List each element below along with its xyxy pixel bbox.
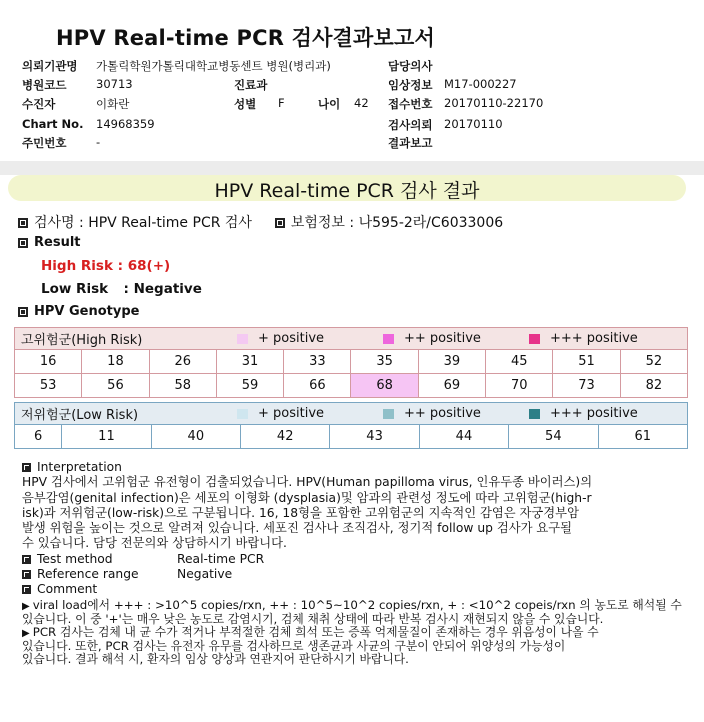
genotype-cell: 61 xyxy=(598,425,687,449)
high-risk-row xyxy=(15,350,688,374)
reference-range-line xyxy=(22,567,686,582)
test-method-value: Real-time PCR xyxy=(177,551,265,566)
doctor-label: 담당의사 xyxy=(388,59,433,73)
legend-swatch-icon xyxy=(383,334,394,344)
checkbox-icon xyxy=(22,585,31,594)
high-risk-header xyxy=(15,328,688,350)
comment-line: 있습니다. 또한, PCR 검사는 유전자 유무를 검사하므로 생존균과 사균의 구분이 안되어 위양성의 가능성이 xyxy=(22,639,566,654)
interpretation-block xyxy=(22,460,686,666)
low-risk-result xyxy=(41,281,202,297)
age-label: 나이 xyxy=(318,97,341,111)
legend-swatch-icon xyxy=(383,409,394,419)
checkbox-icon xyxy=(18,307,28,317)
section-separator xyxy=(0,161,704,175)
legend-label: +++ positive xyxy=(550,406,638,421)
low-risk-label: Low Risk xyxy=(41,281,109,297)
insurance-info: 보험정보 : 나595-2라/C6033006 xyxy=(290,215,504,231)
interpretation-header xyxy=(22,460,686,475)
legend-plus-plus-plus xyxy=(529,406,638,421)
checkbox-icon xyxy=(22,555,31,564)
resident-label: 주민번호 xyxy=(22,136,67,150)
interpretation-line: 수 있습니다. 담당 전문의와 상담하시기 바랍니다. xyxy=(22,536,287,551)
requesting-org-label: 의뢰기관명 xyxy=(22,59,78,73)
test-method-label: Test method xyxy=(37,551,113,566)
legend-plus-plus xyxy=(383,331,481,346)
checkbox-icon xyxy=(22,463,31,472)
reference-range-label: Reference range xyxy=(37,567,139,582)
genotype-cell: 66 xyxy=(284,374,351,398)
age-value: 42 xyxy=(354,96,369,110)
legend-plus-plus xyxy=(383,406,481,421)
patient-value: 이화란 xyxy=(96,97,130,111)
interpretation-line: 음부감염(genital infection)은 세포의 이형화 (dysplasia)및 암과의 관련성 정도에 따라 고위험군(high-r xyxy=(22,490,592,505)
checkbox-icon xyxy=(22,570,31,579)
high-risk-row xyxy=(15,374,688,398)
test-name-line xyxy=(18,212,503,232)
genotype-cell: 73 xyxy=(553,374,620,398)
legend-swatch-icon xyxy=(529,409,540,419)
clinical-info-label: 임상정보 xyxy=(388,78,433,92)
triangle-bullet-icon: ▶ xyxy=(22,627,30,639)
genotype-header xyxy=(18,304,139,319)
legend-plus xyxy=(237,406,324,421)
interpretation-header-text: Interpretation xyxy=(37,460,122,474)
legend-plus xyxy=(237,331,324,346)
interpretation-line: HPV 검사에서 고위험군 유전형이 검출되었습니다. HPV(Human papilloma virus, 인유두종 바이러스)의 xyxy=(22,475,593,490)
report-title: HPV Real-time PCR 검사결과보고서 xyxy=(56,26,435,50)
result-header-text: Result xyxy=(34,235,81,250)
comment-line xyxy=(22,599,686,614)
test-name: 검사명 : HPV Real-time PCR 검사 xyxy=(34,215,252,231)
triangle-bullet-icon: ▶ xyxy=(22,600,30,612)
chart-value: 14968359 xyxy=(96,117,155,131)
genotype-cell: 18 xyxy=(82,350,149,374)
request-date-label: 검사의뢰 xyxy=(388,118,433,132)
requesting-org-value: 가톨릭학원가톨릭대학교병동센트 병원(병리과) xyxy=(96,59,331,73)
clinical-info-value: M17-000227 xyxy=(444,77,517,91)
comment-line xyxy=(22,626,686,641)
genotype-cell: 52 xyxy=(620,350,687,374)
genotype-cell: 44 xyxy=(419,425,508,449)
result-report-label: 결과보고 xyxy=(388,136,433,150)
genotype-cell: 53 xyxy=(15,374,82,398)
genotype-cell: 70 xyxy=(486,374,553,398)
patient-label: 수진자 xyxy=(22,97,56,111)
genotype-cell: 35 xyxy=(351,350,418,374)
checkbox-icon xyxy=(18,218,28,228)
comment-header xyxy=(22,582,686,597)
legend-swatch-icon xyxy=(529,334,540,344)
low-risk-row xyxy=(15,425,688,449)
genotype-cell: 31 xyxy=(216,350,283,374)
hospital-code-value: 30713 xyxy=(96,77,133,91)
sex-label: 성별 xyxy=(234,97,257,111)
test-method-line xyxy=(22,552,686,567)
legend-swatch-icon xyxy=(237,409,248,419)
legend-label: ++ positive xyxy=(404,406,481,421)
genotype-cell: 40 xyxy=(151,425,240,449)
chart-label: Chart No. xyxy=(22,117,84,131)
genotype-cell: 33 xyxy=(284,350,351,374)
checkbox-icon xyxy=(18,238,28,248)
dept-label: 진료과 xyxy=(234,78,268,92)
legend-label: + positive xyxy=(258,406,325,421)
genotype-cell: 26 xyxy=(149,350,216,374)
low-risk-table xyxy=(14,402,688,449)
genotype-cell: 51 xyxy=(553,350,620,374)
genotype-cell: 56 xyxy=(82,374,149,398)
genotype-cell: 45 xyxy=(486,350,553,374)
comment-header-text: Comment xyxy=(37,582,98,597)
comment-line: 있습니다. 결과 해석 시, 환자의 임상 양상과 연관지어 판단하시기 바랍니다. xyxy=(22,652,409,667)
legend-plus-plus-plus xyxy=(529,331,638,346)
sex-value: F xyxy=(278,96,285,110)
high-risk-result: High Risk : 68(+) xyxy=(41,258,171,274)
result-banner-title: HPV Real-time PCR 검사 결과 xyxy=(214,180,480,202)
comment-line: 있습니다. 이 중 '+'는 매우 낮은 농도로 감염시기, 검체 채취 상태에 따라 반복 검사시 재현되지 않을 수 있습니다. xyxy=(22,612,604,627)
comment-text: PCR 검사는 검체 내 균 수가 적거나 부적절한 검체 희석 또는 증폭 억제물질이 존재하는 경우 위음성이 나올 수 xyxy=(32,624,599,639)
legend-label: + positive xyxy=(258,331,325,346)
genotype-cell: 43 xyxy=(330,425,419,449)
hospital-code-label: 병원코드 xyxy=(22,78,67,92)
legend-swatch-icon xyxy=(237,334,248,344)
genotype-header-text: HPV Genotype xyxy=(34,304,140,319)
result-header xyxy=(18,235,81,250)
low-risk-label: 저위험군(Low Risk) xyxy=(21,408,139,423)
result-banner xyxy=(8,175,686,201)
low-risk-value: : Negative xyxy=(123,281,202,297)
receipt-value: 20170110-22170 xyxy=(444,96,544,110)
genotype-cell: 68 xyxy=(351,374,418,398)
resident-value: - xyxy=(96,135,101,149)
genotype-cell: 69 xyxy=(418,374,485,398)
low-risk-header xyxy=(15,403,688,425)
genotype-cell: 82 xyxy=(620,374,687,398)
request-date-value: 20170110 xyxy=(444,117,503,131)
interpretation-line: 발생 위험을 높이는 것으로 알려져 있습니다. 세포진 검사나 조직검사, 정기적 follow up 검사가 요구될 xyxy=(22,521,573,536)
genotype-cell: 42 xyxy=(241,425,330,449)
genotype-cell: 58 xyxy=(149,374,216,398)
genotype-cell: 16 xyxy=(15,350,82,374)
interpretation-line: isk)과 저위험군(low-risk)으로 구분됩니다. 16, 18형을 포함한 고위험군의 지속적인 감염은 자궁경부암 xyxy=(22,505,579,520)
comment-text: viral load에서 +++ : >10^5 copies/rxn, ++ : 10^5~10^2 copies/rxn, + : <10^2 copeis/rxn 의 농도로 해석될 수 xyxy=(32,597,682,612)
checkbox-icon xyxy=(275,218,285,228)
genotype-cell: 54 xyxy=(509,425,598,449)
genotype-cell: 39 xyxy=(418,350,485,374)
genotype-cell: 59 xyxy=(216,374,283,398)
legend-label: +++ positive xyxy=(550,331,638,346)
legend-label: ++ positive xyxy=(404,331,481,346)
genotype-cell: 6 xyxy=(15,425,62,449)
receipt-label: 접수번호 xyxy=(388,97,433,111)
genotype-cell: 11 xyxy=(62,425,151,449)
high-risk-table xyxy=(14,327,688,398)
reference-range-value: Negative xyxy=(177,567,233,582)
high-risk-label: 고위험군(High Risk) xyxy=(21,333,143,348)
